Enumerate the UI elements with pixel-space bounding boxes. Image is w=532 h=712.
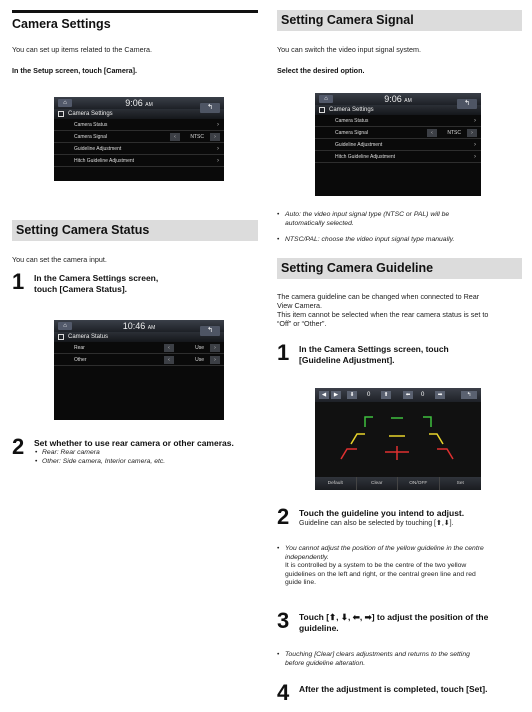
guideline-canvas[interactable] [315,402,481,477]
intro-line: View Camera. [277,301,323,310]
settings-icon [319,107,325,113]
camera-guideline-heading: Setting Camera Guideline [277,258,522,279]
settings-icon [58,111,64,117]
status-row-other: Other ‹ Use › [54,354,224,366]
bullet-item: • Other: Side camera, Interior camera, etc. [34,458,258,467]
note-line: guidelines on the left and right, or the central green line and red [285,570,476,578]
status-bar [54,97,224,109]
guideline-step-2 [277,504,522,529]
signal-bullet-manual: • NTSC/PAL: choose the video input signal type manually. [277,236,522,245]
step-text: Touch [⬆, ⬇, ⬅, ➡] to adjust the position of the [299,612,489,622]
camera-status-step-2 [12,434,258,466]
guideline-note-2 [277,651,522,668]
camera-settings-screen [54,97,224,181]
guideline-intro [277,292,522,328]
menu-item-camera-status[interactable]: Camera Status › [315,115,481,127]
menu-item-guideline-adjustment[interactable]: Guideline Adjustment › [54,143,224,155]
camera-status-step-1 [12,269,252,295]
screen-title-bar [54,104,224,119]
note-line: • You cannot adjust the position of the yellow guideline in the centre [285,545,484,552]
yellow-guideline[interactable] [351,434,443,444]
red-guideline[interactable] [341,446,453,460]
step-text: In the Camera Settings screen, touch [299,344,449,354]
arrow-left-icon[interactable]: ◀ [319,391,329,399]
chevron-right-icon: › [474,142,476,148]
guideline-step-3 [277,608,522,634]
back-arrow-icon[interactable]: ↰ [200,103,220,113]
intro-line: The camera guideline can be changed when connected to Rear [277,292,480,301]
default-button[interactable]: Default [315,477,357,490]
camera-settings-heading: Camera Settings [12,10,258,34]
step-text: [Guideline Adjustment]. [299,355,395,365]
chevron-right-icon: › [217,122,219,128]
chevron-right-icon[interactable]: › [210,133,220,141]
bullet-item: • Rear: Rear camera [34,449,258,458]
screen-title-bar [315,100,481,115]
signal-bullet-auto [277,211,522,228]
camera-signal-screen [315,93,481,196]
camera-settings-intro: You can set up items related to the Camera. [12,45,152,54]
step-number: 1 [12,269,25,294]
step-number: 2 [277,504,290,529]
chevron-right-icon[interactable]: › [210,356,220,364]
home-icon[interactable]: ⌂ [319,95,333,103]
on-off-button[interactable]: ON/OFF [398,477,440,490]
chevron-left-icon[interactable]: ‹ [170,133,180,141]
arrow-down-icon[interactable]: ⬇ [347,391,357,399]
arrow-right-icon[interactable]: ➡ [435,391,445,399]
step-number: 3 [277,608,290,633]
bullet-line: • Auto: the video input signal type (NTSC or PAL) will be [285,211,450,218]
screen-title: Camera Status [68,334,109,340]
step-subtext: Guideline can also be selected by touching [⬆,⬇]. [299,520,454,527]
chevron-left-icon[interactable]: ‹ [427,129,437,137]
camera-status-screen [54,320,224,420]
signal-value: NTSC [447,130,461,136]
clock: 10:46 AM [122,321,156,331]
screen-title: Camera Settings [68,111,113,117]
step-text: After the adjustment is completed, touch [Set]. [299,684,488,694]
status-row-rear: Rear ‹ Use › [54,342,224,354]
intro-line: “Off” or “Other”. [277,319,327,328]
guideline-note-1 [277,545,522,588]
note-line: independently. [285,553,329,561]
camera-signal-heading: Setting Camera Signal [277,10,522,31]
guideline-toolbar [315,388,481,402]
chevron-right-icon[interactable]: › [210,344,220,352]
camera-status-heading: Setting Camera Status [12,220,258,241]
status-bar [54,320,224,332]
step-text: Set whether to use rear camera or other cameras. [34,438,234,448]
clock: 9:06 AM [384,94,412,104]
arrow-right-icon[interactable]: ▶ [331,391,341,399]
guideline-step-4 [277,680,522,705]
other-value: Use [195,357,204,363]
bullet-line: automatically selected. [285,219,354,227]
intro-line: This item cannot be selected when the rear camera status is set to [277,310,489,319]
clock: 9:06 AM [125,98,153,108]
chevron-right-icon: › [474,154,476,160]
screen-title-bar [54,327,224,342]
menu-item-hitch-guideline[interactable]: Hitch Guideline Adjustment › [315,151,481,163]
guideline-bottom-bar [315,477,481,490]
arrow-left-icon[interactable]: ⬅ [403,391,413,399]
menu-item-camera-signal[interactable]: Camera Signal ‹ NTSC › [315,127,481,139]
chevron-left-icon[interactable]: ‹ [164,356,174,364]
camera-status-intro: You can set the camera input. [12,255,107,264]
note-line: • Touching [Clear] clears adjustments and returns to the setting [285,651,470,658]
home-icon[interactable]: ⌂ [58,99,72,107]
green-guideline[interactable] [365,417,431,427]
chevron-right-icon: › [217,146,219,152]
screen-title: Camera Settings [329,107,374,113]
menu-item-guideline-adjustment[interactable]: Guideline Adjustment › [315,139,481,151]
step-number: 1 [277,340,290,365]
note-line: before guideline alteration. [285,659,366,667]
guideline-screen [315,388,481,490]
camera-signal-instruction: Select the desired option. [277,66,365,75]
note-line: It is controlled by a system to be the centre of the two yellow [285,562,467,569]
vertical-value: 0 [421,392,425,398]
guideline-step-1 [277,340,522,366]
step-text: In the Camera Settings screen, [34,273,159,283]
camera-signal-intro: You can switch the video input signal system. [277,45,421,54]
step-text: guideline. [299,623,339,633]
menu-item-hitch-guideline[interactable]: Hitch Guideline Adjustment › [54,155,224,167]
settings-icon [58,334,64,340]
horizontal-value: 0 [367,392,371,398]
step-text: Touch the guideline you intend to adjust. [299,508,465,518]
camera-settings-instruction: In the Setup screen, touch [Camera]. [12,66,138,75]
chevron-right-icon: › [474,118,476,124]
back-arrow-icon[interactable]: ↰ [200,326,220,336]
clear-button[interactable]: Clear [357,477,399,490]
signal-value: NTSC [190,134,204,140]
note-line: guide line. [285,579,316,586]
step-number: 4 [277,680,290,705]
home-icon[interactable]: ⌂ [58,322,72,330]
back-arrow-icon[interactable]: ↰ [461,391,477,399]
chevron-left-icon[interactable]: ‹ [164,344,174,352]
set-button[interactable]: Set [456,481,464,486]
step-number: 2 [12,434,25,459]
step-text: touch [Camera Status]. [34,284,128,294]
menu-item-camera-status[interactable]: Camera Status › [54,119,224,131]
chevron-right-icon[interactable]: › [467,129,477,137]
arrow-up-icon[interactable]: ⬆ [381,391,391,399]
back-arrow-icon[interactable]: ↰ [457,99,477,109]
rear-value: Use [195,345,204,351]
menu-item-camera-signal[interactable]: Camera Signal ‹ NTSC › [54,131,224,143]
chevron-right-icon: › [217,158,219,164]
